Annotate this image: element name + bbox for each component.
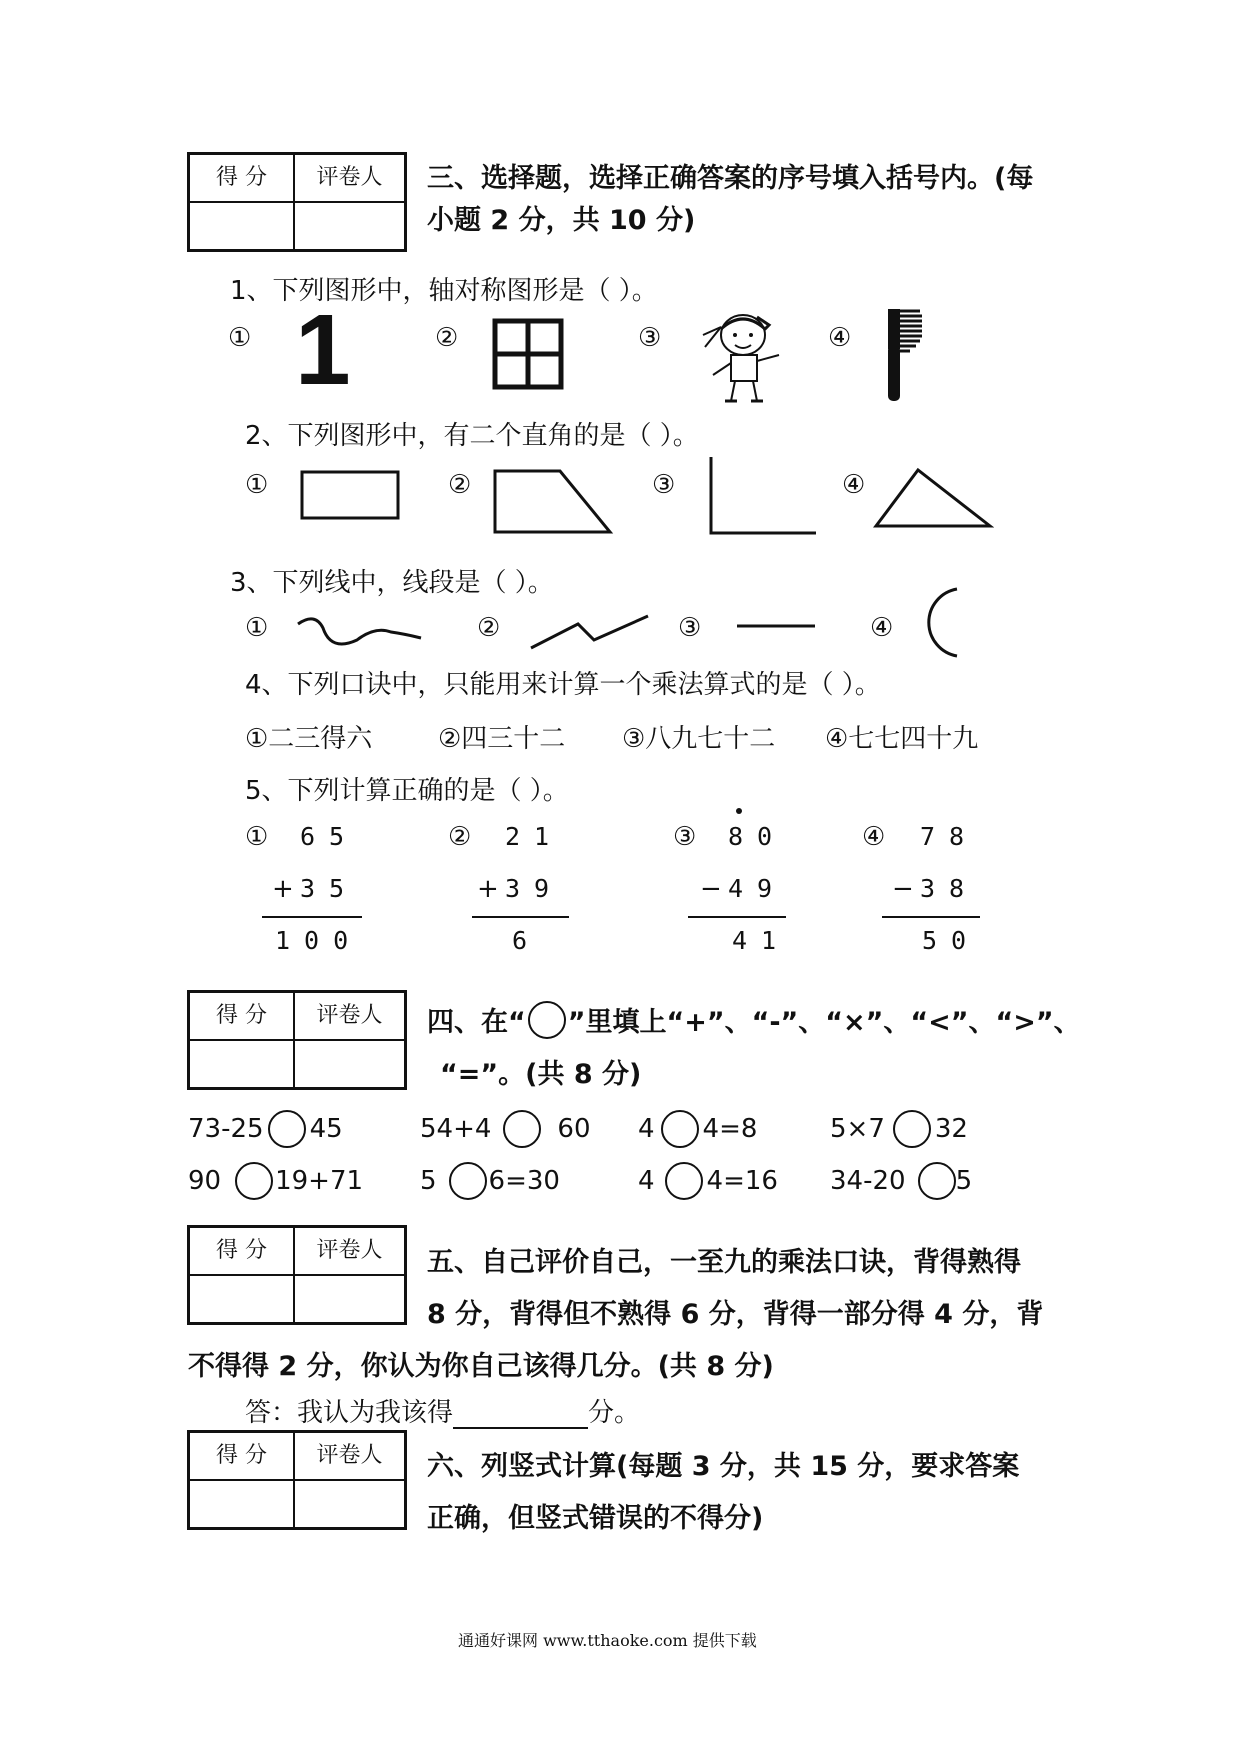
answer-circle[interactable] [661,1110,699,1148]
q1-opt2-label: ② [435,323,459,353]
compare-item-1 [188,1110,343,1148]
q1-opt1-label: ① [228,323,252,353]
q3-opt3-label: ③ [678,613,702,643]
comb-figure [880,305,930,403]
compare-item-2 [420,1110,591,1148]
score-label: 得 分 [190,1228,295,1276]
window-grid-figure [492,318,564,390]
q5-p2-rule [472,916,569,918]
compare-left: 34-20 [830,1166,906,1196]
line-segment-figure [735,622,817,630]
compare-left: 54+4 [420,1114,492,1144]
digit-one-figure: 1 [295,294,351,406]
q3-opt1-label: ① [245,613,269,643]
right-trapezoid-figure [492,468,614,536]
blank-circle-icon [528,1001,566,1039]
zigzag-line-figure [528,612,652,652]
answer-circle[interactable] [449,1162,487,1200]
compare-left: 5 [420,1166,437,1196]
q5-p1-bottom: 35 [300,874,359,903]
answer-circle[interactable] [235,1162,273,1200]
q5-p4-label: ④ [862,822,886,852]
q3-opt4-label: ④ [870,613,894,643]
right-angle-figure [708,455,820,537]
section5-answer [245,1392,640,1429]
score-box-section6 [187,1430,407,1530]
compare-item-5 [188,1162,363,1200]
q5-text: 5、下列计算正确的是（ ）。 [245,776,569,806]
q5-p3-bottom: 49 [728,874,787,903]
q2-opt3-label: ③ [652,470,676,500]
q5-p2-bottom: 39 [505,874,564,903]
arc-figure [925,586,965,660]
q5-p3-result: 41 [732,926,791,955]
score-box-section4 [187,990,407,1090]
compare-right: 60 [557,1114,591,1144]
compare-right: 19+71 [275,1166,364,1196]
section3-title-line1: 三、选择题，选择正确答案的序号填入括号内。(每 [427,163,1034,194]
compare-item-3 [638,1110,757,1148]
section5-line1: 五、自己评价自己，一至九的乘法口诀，背得熟得 [427,1247,1021,1278]
compare-item-8 [830,1162,972,1200]
answer-suffix: 分。 [588,1398,641,1428]
score-label: 得 分 [190,1433,295,1481]
section6-line2: 正确，但竖式错误的不得分) [427,1503,764,1534]
q3-text: 3、下列线中，线段是（ ）。 [230,568,554,598]
cartoon-pirate-figure [695,305,787,405]
score-cell [190,1481,295,1527]
q4-option-2: ②四三十二 [438,724,566,754]
q2-text: 2、下列图形中，有二个直角的是（ ）。 [245,421,699,451]
q5-p3-rule [688,916,786,918]
q5-p3-label: ③ [673,822,697,852]
q5-p2-top: 21 [505,822,564,851]
section4-title-b: ”里填上“+”、“-”、“×”、“<”、“>”、 [567,1007,1081,1038]
compare-left: 4 [638,1166,655,1196]
footer-credit: 通通好课网 www.tthaoke.com 提供下载 [458,1631,757,1650]
q1-text: 1、下列图形中，轴对称图形是（ ）。 [230,276,658,306]
q4-option-4: ④七七四十九 [825,724,979,754]
answer-blank[interactable] [453,1399,588,1429]
q5-p1-label: ① [245,822,269,852]
q5-p4-top: 78 [920,822,979,851]
compare-right: 4=8 [702,1114,758,1144]
answer-circle[interactable] [503,1110,541,1148]
q5-p1-result: 100 [275,926,363,955]
section4-title-line1 [427,1000,1081,1039]
q5-p4-rule [882,916,980,918]
q5-p1-top: 65 [300,822,359,851]
q5-p3-top: 80 [728,822,787,851]
answer-circle[interactable] [893,1110,931,1148]
wavy-line-figure [295,610,425,654]
score-cell [190,203,295,249]
compare-item-4 [830,1110,968,1148]
grader-label: 评卷人 [295,1433,404,1481]
q5-p4-bottom: 38 [920,874,979,903]
grader-cell [295,1481,404,1527]
q1-opt4-label: ④ [828,323,852,353]
answer-prefix: 答：我认为我该得 [245,1398,454,1428]
q4-option-3: ③八九七十二 [622,724,776,754]
section6-line1: 六、列竖式计算(每题 3 分，共 15 分，要求答案 [427,1451,1020,1482]
grader-cell [295,203,404,249]
compare-left: 4 [638,1114,655,1144]
section3-title-line2: 小题 2 分，共 10 分) [427,205,696,236]
q5-p3-op: − [700,874,722,904]
q5-p1-rule [262,916,362,918]
compare-right: 32 [934,1114,968,1144]
q5-p2-result: 6 [512,926,542,955]
score-label: 得 分 [190,993,295,1041]
grader-cell [295,1041,404,1087]
answer-circle[interactable] [665,1162,703,1200]
section4-title-line2: “=”。(共 8 分) [440,1059,642,1090]
q2-opt1-label: ① [245,470,269,500]
q5-p2-op: + [477,874,499,904]
q2-opt2-label: ② [448,470,472,500]
triangle-figure [872,466,994,530]
score-box-section3 [187,152,407,252]
compare-item-7 [638,1162,778,1200]
grader-label: 评卷人 [295,993,404,1041]
compare-right: 4=16 [706,1166,778,1196]
score-box-section5 [187,1225,407,1325]
answer-circle[interactable] [268,1110,306,1148]
compare-right: 45 [309,1114,343,1144]
q5-p3-borrow-dot [736,808,742,814]
score-label: 得 分 [190,155,295,203]
compare-left: 90 [188,1166,222,1196]
section4-title-a: 四、在“ [427,1007,526,1038]
answer-circle[interactable] [918,1162,956,1200]
rectangle-figure [300,470,402,522]
q5-p1-op: + [272,874,294,904]
q3-opt2-label: ② [477,613,501,643]
grader-label: 评卷人 [295,155,404,203]
q5-p4-result: 50 [922,926,981,955]
compare-left: 5×7 [830,1114,885,1144]
compare-item-6 [420,1162,560,1200]
q5-p4-op: − [892,874,914,904]
grader-cell [295,1276,404,1322]
score-cell [190,1041,295,1087]
q1-opt3-label: ③ [638,323,662,353]
q4-text: 4、下列口诀中，只能用来计算一个乘法算式的是（ ）。 [245,670,881,700]
q4-option-1: ①二三得六 [245,724,373,754]
compare-right: 6=30 [488,1166,560,1196]
compare-right: 5 [955,1166,973,1196]
compare-left: 73-25 [188,1114,264,1144]
section5-line3: 不得得 2 分，你认为你自己该得几分。(共 8 分) [188,1351,774,1382]
q2-opt4-label: ④ [842,470,866,500]
q5-p2-label: ② [448,822,472,852]
grader-label: 评卷人 [295,1228,404,1276]
section5-line2: 8 分，背得但不熟得 6 分，背得一部分得 4 分，背 [427,1299,1044,1330]
score-cell [190,1276,295,1322]
